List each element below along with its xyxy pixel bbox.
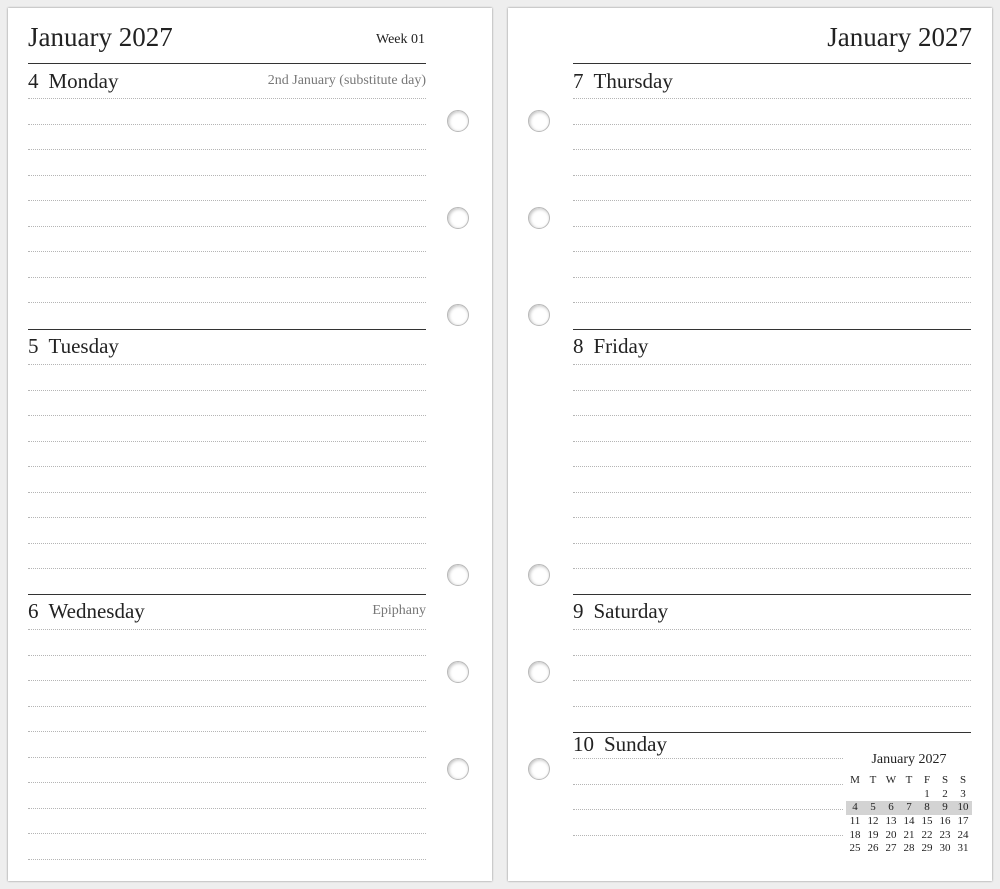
day-name: Saturday (593, 599, 669, 623)
day-number: 7 (573, 69, 584, 93)
writing-line (573, 784, 843, 785)
header-rule (573, 63, 971, 64)
writing-line (573, 149, 971, 150)
writing-line (573, 492, 971, 493)
mini-calendar-day: 3 (960, 787, 966, 800)
day-divider (28, 594, 426, 595)
writing-line (28, 149, 426, 150)
writing-line (573, 364, 971, 365)
writing-line (28, 415, 426, 416)
day-name: Friday (593, 334, 649, 358)
mini-calendar-day: 2 (942, 787, 948, 800)
weekday-header: S (941, 774, 949, 786)
page-title: January 2027 (827, 22, 972, 52)
mini-calendar-day: 18 (849, 828, 861, 841)
day-heading-friday (573, 334, 648, 359)
day-number: 10 (573, 732, 594, 756)
weekday-header: S (959, 774, 967, 786)
writing-line (573, 98, 971, 99)
writing-line (28, 757, 426, 758)
day-number: 9 (573, 599, 584, 623)
day-heading-tuesday (28, 334, 119, 359)
weekday-header: T (905, 774, 913, 786)
writing-line (573, 706, 971, 707)
mini-calendar-day: 23 (939, 828, 951, 841)
writing-line (573, 835, 843, 836)
writing-line (28, 543, 426, 544)
mini-calendar-day: 17 (957, 815, 969, 828)
mini-calendar-day: 31 (957, 842, 969, 855)
writing-line (573, 124, 971, 125)
writing-line (28, 390, 426, 391)
writing-line (28, 302, 426, 303)
mini-calendar-day (900, 788, 918, 802)
day-note-monday: 2nd January (substitute day) (267, 73, 426, 88)
weekday-header: T (869, 774, 877, 786)
day-divider (28, 329, 426, 330)
writing-line (28, 517, 426, 518)
writing-line (28, 98, 426, 99)
writing-line (28, 568, 426, 569)
writing-line (28, 226, 426, 227)
writing-line (573, 302, 971, 303)
writing-line (573, 200, 971, 201)
writing-line (573, 441, 971, 442)
writing-line (573, 466, 971, 467)
mini-calendar-day: 1 (924, 787, 930, 800)
mini-calendar-day: 29 (921, 842, 933, 855)
mini-calendar-day: 12 (867, 815, 879, 828)
day-number: 4 (28, 69, 39, 93)
mini-calendar-day: 7 (900, 801, 918, 815)
writing-line (28, 833, 426, 834)
mini-calendar-day: 22 (921, 828, 933, 841)
binder-hole (528, 661, 550, 683)
week-label: Week 01 (376, 32, 426, 47)
writing-line (573, 680, 971, 681)
mini-calendar-day: 13 (885, 815, 897, 828)
writing-line (573, 251, 971, 252)
left-page (8, 8, 492, 881)
writing-line (28, 364, 426, 365)
binder-hole (528, 207, 550, 229)
binder-hole (447, 758, 469, 780)
mini-calendar-day: 19 (867, 828, 879, 841)
mini-calendar-day (864, 788, 882, 802)
writing-line (573, 543, 971, 544)
mini-calendar-day: 21 (903, 828, 915, 841)
mini-calendar-day: 24 (957, 828, 969, 841)
writing-line (573, 655, 971, 656)
writing-line (28, 277, 426, 278)
day-name: Sunday (604, 732, 667, 756)
mini-calendar-title: January 2027 (871, 752, 947, 767)
mini-calendar-day (882, 788, 900, 802)
writing-line (28, 655, 426, 656)
writing-line (573, 809, 843, 810)
day-name: Tuesday (48, 334, 119, 358)
mini-calendar-day: 25 (849, 842, 861, 855)
mini-calendar-day: 16 (939, 815, 951, 828)
right-page (508, 8, 992, 881)
mini-calendar-day: 30 (939, 842, 951, 855)
writing-line (28, 124, 426, 125)
page-title: January 2027 (28, 22, 173, 52)
day-divider (573, 329, 971, 330)
writing-line (28, 441, 426, 442)
writing-line (28, 680, 426, 681)
writing-line (573, 415, 971, 416)
binder-hole (447, 207, 469, 229)
mini-calendar-day: 6 (882, 801, 900, 815)
mini-calendar-day: 9 (936, 801, 954, 815)
day-heading-wednesday (28, 599, 145, 624)
writing-line (28, 731, 426, 732)
binder-hole (447, 110, 469, 132)
day-name: Thursday (593, 69, 673, 93)
header-rule (28, 63, 426, 64)
binder-hole (447, 304, 469, 326)
mini-calendar-day: 26 (867, 842, 879, 855)
day-heading-saturday (573, 599, 668, 624)
day-heading-thursday (573, 69, 673, 94)
writing-line (573, 517, 971, 518)
mini-calendar-day: 20 (885, 828, 897, 841)
day-note-wednesday: Epiphany (372, 603, 426, 618)
day-number: 8 (573, 334, 584, 358)
mini-calendar-day: 5 (864, 801, 882, 815)
weekday-header: W (885, 774, 897, 786)
writing-line (28, 706, 426, 707)
binder-hole (528, 304, 550, 326)
writing-line (573, 226, 971, 227)
writing-line (28, 492, 426, 493)
writing-line (28, 629, 426, 630)
mini-calendar-day: 28 (903, 842, 915, 855)
writing-line (28, 859, 426, 860)
writing-line (28, 782, 426, 783)
mini-calendar-day: 11 (849, 815, 861, 828)
day-number: 6 (28, 599, 39, 623)
mini-calendar-day: 8 (918, 801, 936, 815)
day-number: 5 (28, 334, 39, 358)
binder-hole (528, 110, 550, 132)
day-name: Monday (48, 69, 119, 93)
writing-line (573, 568, 971, 569)
mini-calendar-grid (846, 774, 972, 856)
writing-line (28, 175, 426, 176)
writing-line (573, 758, 843, 759)
writing-line (28, 200, 426, 201)
day-heading-sunday (573, 732, 667, 757)
writing-line (573, 629, 971, 630)
day-heading-monday (28, 69, 119, 94)
day-divider (573, 594, 971, 595)
mini-calendar-day: 15 (921, 815, 933, 828)
mini-calendar-day: 4 (846, 801, 864, 815)
binder-hole (528, 564, 550, 586)
writing-line (28, 251, 426, 252)
binder-hole (528, 758, 550, 780)
mini-calendar-day: 10 (954, 801, 972, 815)
mini-calendar (846, 752, 972, 856)
weekday-header: F (923, 774, 931, 786)
day-name: Wednesday (48, 599, 145, 623)
binder-hole (447, 661, 469, 683)
weekday-header: M (850, 774, 860, 786)
mini-calendar-day: 27 (885, 842, 897, 855)
writing-line (28, 466, 426, 467)
mini-calendar-day: 14 (903, 815, 915, 828)
writing-line (28, 808, 426, 809)
mini-calendar-day (846, 788, 864, 802)
writing-line (573, 175, 971, 176)
binder-hole (447, 564, 469, 586)
writing-line (573, 390, 971, 391)
writing-line (573, 277, 971, 278)
